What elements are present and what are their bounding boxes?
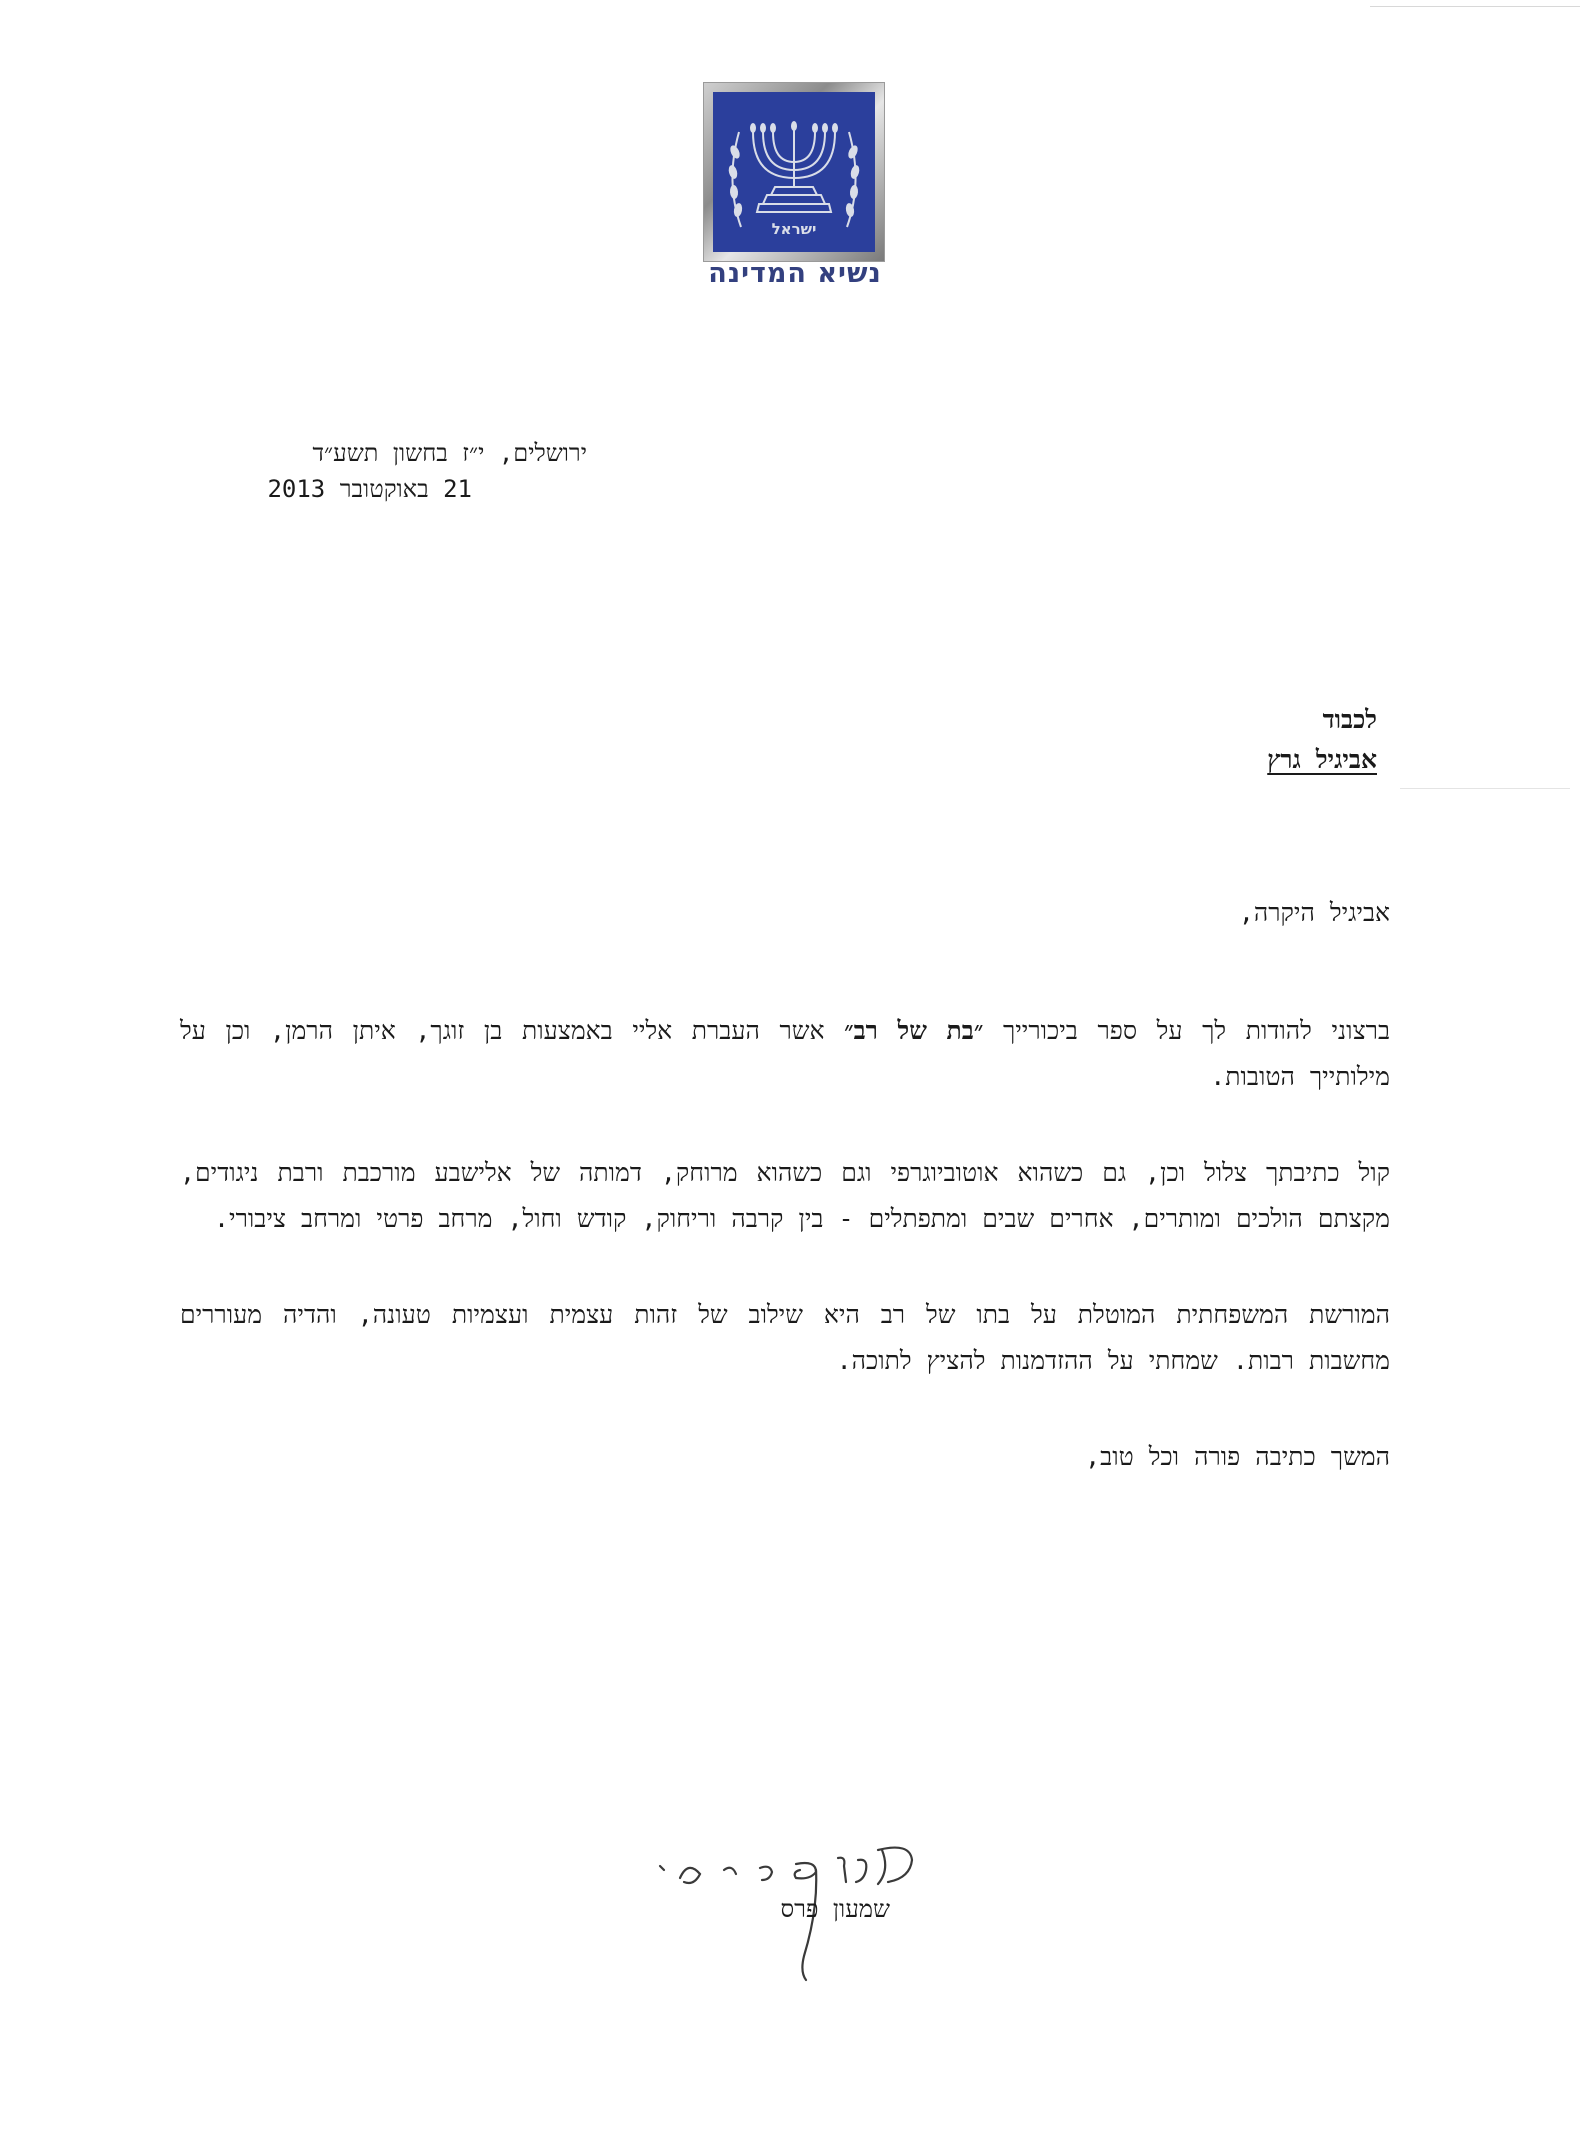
paragraph-thanks-end: אשר העברת אליי באמצעות בן זוגך, איתן הרמן, וכן על מילותייך הטובות.: [180, 1016, 1390, 1091]
office-title: נשיא המדינה: [708, 258, 882, 289]
closing-line: המשך כתיבה פורה וכל טוב,: [1085, 1442, 1390, 1471]
paragraph-thanks: [180, 1008, 1390, 1100]
salutation: אביגיל היקרה,: [1238, 898, 1390, 927]
recipient-block: [977, 700, 1377, 780]
paragraph-heritage: המורשת המשפחתית המוטלת על בתו של רב היא שילוב של זהות עצמית ועצמיות טעונה, והדיה מעוררים מחשבות רבות. שמחתי על ההזדמנות להציץ לתוכה.: [180, 1300, 1390, 1375]
state-emblem: [704, 83, 884, 261]
signer-name: שמעון פרס: [780, 1895, 890, 1923]
scan-edge-line: [1370, 6, 1580, 7]
paragraph-thanks-start: ברצוני להודות לך על ספר ביכורייך: [983, 1016, 1390, 1045]
recipient-name: אביגיל גרץ: [1267, 745, 1377, 774]
letter-body: [180, 890, 1390, 1480]
emblem-field: [713, 92, 875, 252]
hebrew-date: ירושלים, י״ז בחשון תשע״ד: [312, 439, 587, 467]
paragraph-writing: קול כתיבתך צלול וכן, גם כשהוא אוטוביוגרפי וגם כשהוא מרוחק, דמותה של אלישבע מורכבת ורבת ניגודים, מקצתם הולכים ומותרים, אחרים שבים ומתפתלים - בין קרבה וריחוק, קודש וחול, מרחב פרטי ומרחב ציבורי.: [180, 1158, 1390, 1233]
date-block: [167, 435, 587, 507]
scan-fold-line: [1400, 788, 1570, 789]
emblem-inscription: ישראל: [771, 220, 817, 238]
gregorian-date: 21 באוקטובר 2013: [267, 475, 472, 503]
recipient-honorific: לכבוד: [1322, 705, 1377, 734]
book-title: ״בת של רב״: [844, 1016, 984, 1045]
